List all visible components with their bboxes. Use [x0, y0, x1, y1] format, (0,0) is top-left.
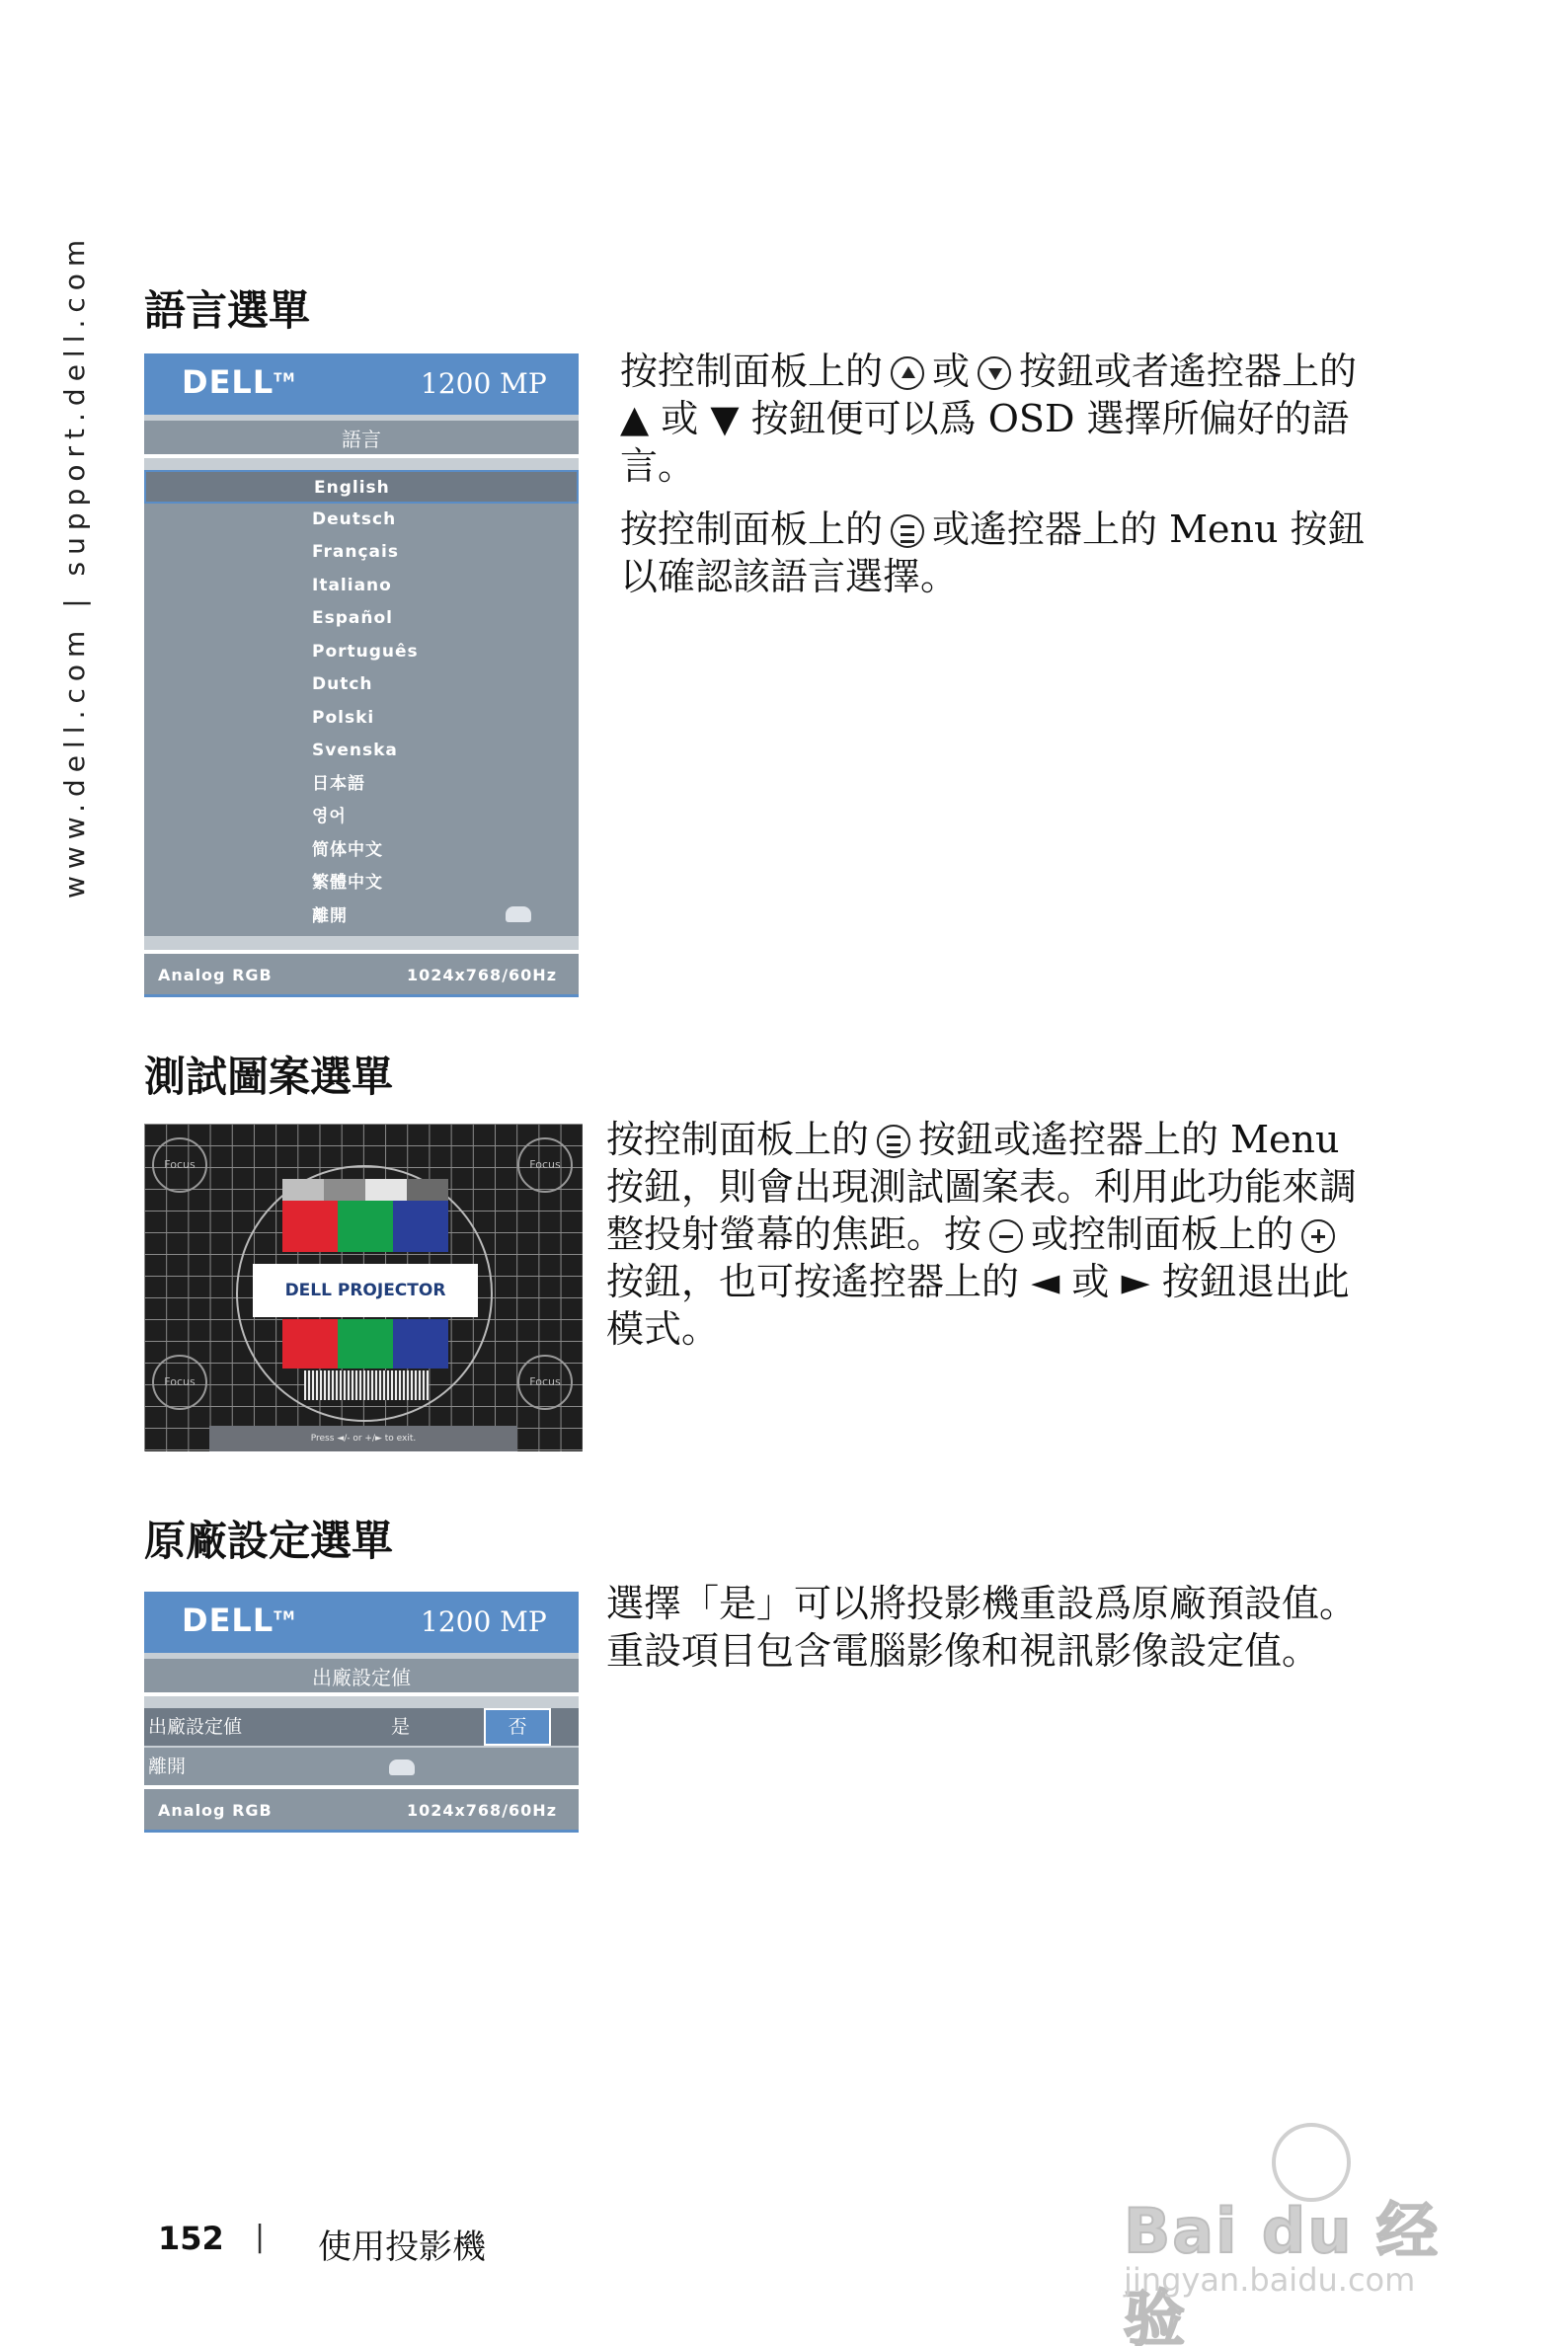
- signal-source: Analog RGB: [158, 1801, 273, 1820]
- heading-factory-reset: 原廠設定選單: [144, 1517, 394, 1565]
- resolution: 1024x768/60Hz: [406, 1801, 557, 1820]
- factory-reset-label: 出廠設定値: [148, 1716, 243, 1738]
- gray-bars: [282, 1179, 448, 1201]
- language-item[interactable]: Deutsch: [312, 508, 397, 529]
- exit-row[interactable]: [144, 1748, 579, 1785]
- color-bar: [282, 1201, 338, 1252]
- osd-submenu-title: 語言: [144, 421, 579, 458]
- language-item[interactable]: English: [144, 470, 579, 504]
- color-bars-bottom: [282, 1319, 448, 1368]
- color-bar: [282, 1319, 338, 1368]
- side-url: www.dell.com | support.dell.com: [58, 232, 91, 899]
- language-list: [144, 470, 579, 936]
- language-item[interactable]: Svenska: [312, 741, 398, 760]
- gray-bar: [407, 1179, 448, 1201]
- factory-reset-row: [144, 1708, 579, 1746]
- osd-header: [144, 353, 579, 415]
- test-pattern-image: [144, 1124, 583, 1451]
- watermark-url: jingyan.baidu.com: [1124, 2261, 1416, 2299]
- language-item[interactable]: 简体中文: [312, 839, 383, 860]
- signal-source: Analog RGB: [158, 966, 273, 984]
- language-item[interactable]: 日本語: [312, 773, 365, 794]
- language-item[interactable]: Español: [312, 608, 393, 628]
- osd-model: 1200 MP: [421, 367, 547, 400]
- minus-button-icon: [989, 1219, 1023, 1253]
- dell-logo: DELL™: [182, 363, 296, 401]
- language-item[interactable]: 영어: [312, 807, 347, 826]
- menu-button-icon: [877, 1125, 910, 1158]
- footer-separator: |: [255, 2220, 266, 2254]
- baidu-watermark: [1124, 2123, 1499, 2346]
- gray-bar: [282, 1179, 324, 1201]
- osd-footer: [144, 950, 579, 997]
- test-pattern-description: 按控制面板上的 按鈕或遙控器上的 Menu 按鈕，則會出現測試圖案表。利用此功能來調整投射螢幕的焦距。按 或控制面板上的按鈕，也可按遙控器上的 ◄ 或 ► 按鈕退出此模式。: [606, 1118, 1358, 1351]
- language-item[interactable]: Polski: [312, 707, 375, 728]
- focus-marker: Focus: [517, 1137, 573, 1193]
- down-button-icon: [978, 356, 1011, 390]
- color-bars-top: [282, 1201, 448, 1252]
- page-number: 152: [158, 2220, 224, 2257]
- color-bar: [393, 1201, 448, 1252]
- language-description: 按控制面板上的 或 按鈕或者遙控器上的 ▲ 或 ▼ 按鈕便可以爲 OSD 選擇所偏好的語言。 按控制面板上的 或遙控器上的 Menu 按鈕以確認該語言選擇。: [620, 350, 1366, 598]
- exit-icon: [506, 906, 531, 922]
- heading-test-pattern: 測試圖案選單: [144, 1053, 394, 1101]
- exit-item[interactable]: 離開: [312, 905, 348, 926]
- dell-logo: DELL™: [182, 1602, 296, 1639]
- color-bar: [338, 1319, 393, 1368]
- no-option[interactable]: 否: [484, 1708, 551, 1746]
- language-item[interactable]: Português: [312, 641, 419, 662]
- osd-model: 1200 MP: [421, 1605, 547, 1638]
- language-item[interactable]: Dutch: [312, 674, 373, 694]
- resolution-stripes: [304, 1370, 429, 1400]
- language-item[interactable]: Français: [312, 542, 399, 562]
- color-bar: [338, 1201, 393, 1252]
- plus-button-icon: [1301, 1219, 1335, 1253]
- factory-reset-description: 選擇「是」可以將投影機重設爲原廠預設值。重設項目包含電腦影像和視訊影像設定值。: [606, 1582, 1358, 1673]
- watermark-text: Bai du 经验: [1124, 2195, 1441, 2346]
- heading-language: 語言選單: [144, 286, 311, 335]
- up-button-icon: [891, 356, 924, 390]
- pattern-label: DELL PROJECTOR: [253, 1264, 478, 1317]
- menu-button-icon: [891, 514, 924, 548]
- resolution: 1024x768/60Hz: [406, 966, 557, 984]
- exit-icon: [389, 1760, 415, 1775]
- gray-bar: [365, 1179, 407, 1201]
- osd-submenu-title: 出廠設定値: [144, 1659, 579, 1696]
- osd-factory-menu: [144, 1592, 579, 1833]
- focus-marker: Focus: [152, 1137, 207, 1193]
- gray-bar: [324, 1179, 365, 1201]
- osd-header: [144, 1592, 579, 1653]
- color-bar: [393, 1319, 448, 1368]
- yes-option[interactable]: 是: [391, 1716, 411, 1738]
- focus-marker: Focus: [517, 1355, 573, 1410]
- osd-footer: [144, 1785, 579, 1833]
- chapter-title: 使用投影機: [318, 2228, 486, 2267]
- osd-language-menu: [144, 353, 579, 997]
- focus-marker: Focus: [152, 1355, 207, 1410]
- language-item[interactable]: 繁體中文: [312, 873, 383, 893]
- exit-label: 離開: [148, 1756, 187, 1777]
- pattern-footer: Press ◄/- or +/► to exit.: [209, 1426, 517, 1451]
- language-item[interactable]: Italiano: [312, 575, 392, 595]
